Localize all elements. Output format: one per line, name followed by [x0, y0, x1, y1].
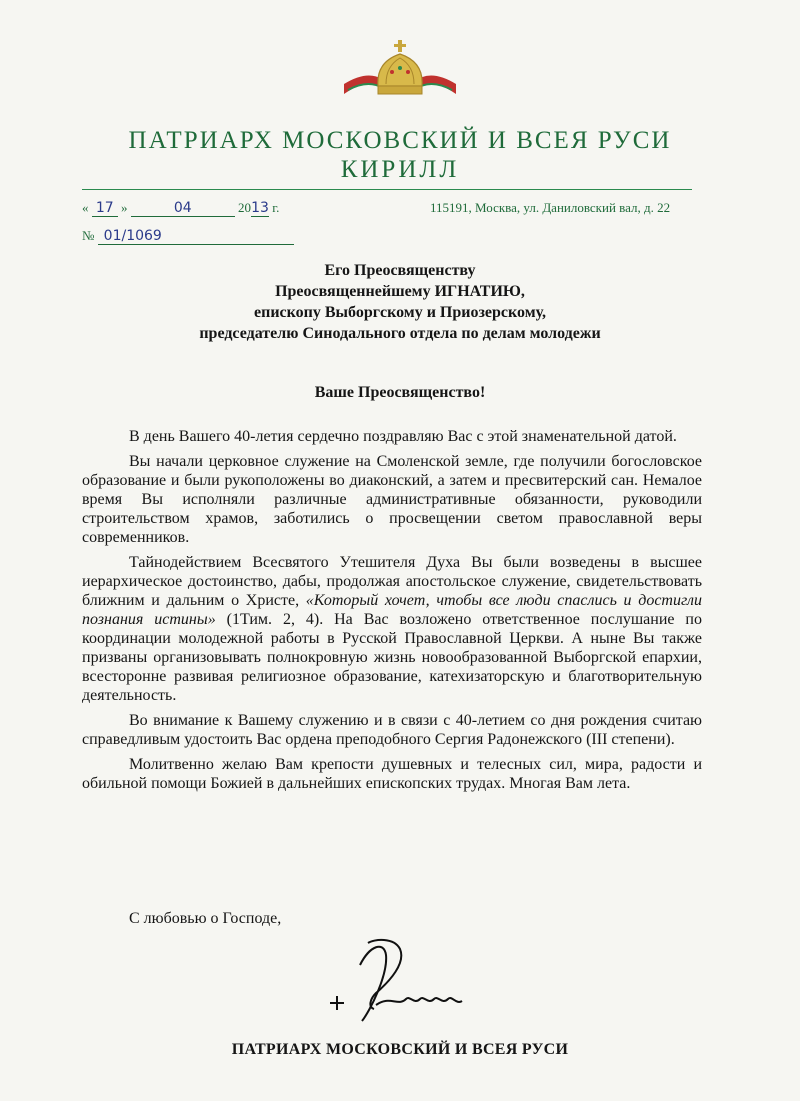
salutation: Ваше Преосвященство!	[314, 384, 486, 401]
date-open-quote: «	[82, 200, 89, 215]
addressee-line: председателю Синодального отдела по делам молодежи	[199, 325, 601, 342]
handwritten-signature	[310, 935, 480, 1030]
date-month: 04	[131, 200, 235, 217]
body-paragraph: Молитвенно желаю Вам крепости душевных и телесных сил, мира, радости и обильной помощи Божией в дальнейших епископских трудах. Многая Вам лета.	[82, 756, 702, 792]
date-close-quote: »	[121, 200, 128, 215]
document-number	[82, 228, 294, 245]
addressee-line: Преосвященнейшему ИГНАТИЮ,	[275, 283, 525, 300]
body-text: (1Тим. 2, 4). На Вас возложено ответственное послушание по координации молодежной работы в Русской Православной Церкви. А ныне Вы также призваны организовывать полнокровную жизнь новообразованной Выборгской епархии, всесторонне развивая религиозное образование, катехизаторскую и благотворительную деятельность.	[82, 611, 702, 704]
addressee-block	[0, 260, 800, 344]
body-paragraph	[82, 553, 702, 705]
letter-body	[82, 427, 702, 799]
header-name: КИРИЛЛ	[340, 156, 460, 183]
office-address: 115191, Москва, ул. Даниловский вал, д. 22	[430, 200, 671, 215]
scripture-quote: «Который хочет, чтобы все люди спаслись и достигли познания истины»	[82, 592, 702, 628]
number-value: 01/1069	[98, 228, 294, 245]
date-year-suffix: 13	[251, 200, 269, 216]
body-paragraph: В день Вашего 40-летия сердечно поздравляю Вас с этой знаменательной датой.	[129, 428, 677, 445]
addressee-line: Его Преосвященству	[324, 262, 476, 279]
date-line	[82, 200, 279, 217]
addressee-line: епископу Выборгскому и Приозерскому,	[254, 304, 546, 321]
number-label: №	[82, 228, 95, 243]
signatory-title: ПАТРИАРХ МОСКОВСКИЙ И ВСЕЯ РУСИ	[231, 1041, 569, 1058]
body-text: Тайнодействием Всесвятого Утешителя Духа Вы были возведены в высшее иерархическое достоинство, дабы, продолжая апостольское служение, свидетельствовать ближним и дальним о Христе,	[82, 554, 702, 609]
header-divider	[82, 189, 692, 190]
date-suffix: г.	[272, 200, 280, 215]
body-paragraph: Во внимание к Вашему служению и в связи с 40-летием со дня рождения считаю справедливым удостоить Вас ордена преподобного Сергия Радонежского (III степени).	[82, 712, 702, 748]
date-day: 17	[92, 200, 118, 217]
closing-phrase: С любовью о Господе,	[129, 910, 282, 927]
body-paragraph: Вы начали церковное служение на Смоленской земле, где получили богословское образование и были рукоположены во диаконский, а затем и пресвитерский сан. Немалое время Вы исполняли различные административные обязанности, руководили строительством храмов, заботились о просвещении светом православной веры современников.	[82, 453, 702, 546]
header-title: ПАТРИАРХ МОСКОВСКИЙ И ВСЕЯ РУСИ	[128, 127, 672, 154]
patriarch-crown-emblem	[340, 38, 460, 110]
date-year-prefix: 20	[238, 200, 251, 215]
